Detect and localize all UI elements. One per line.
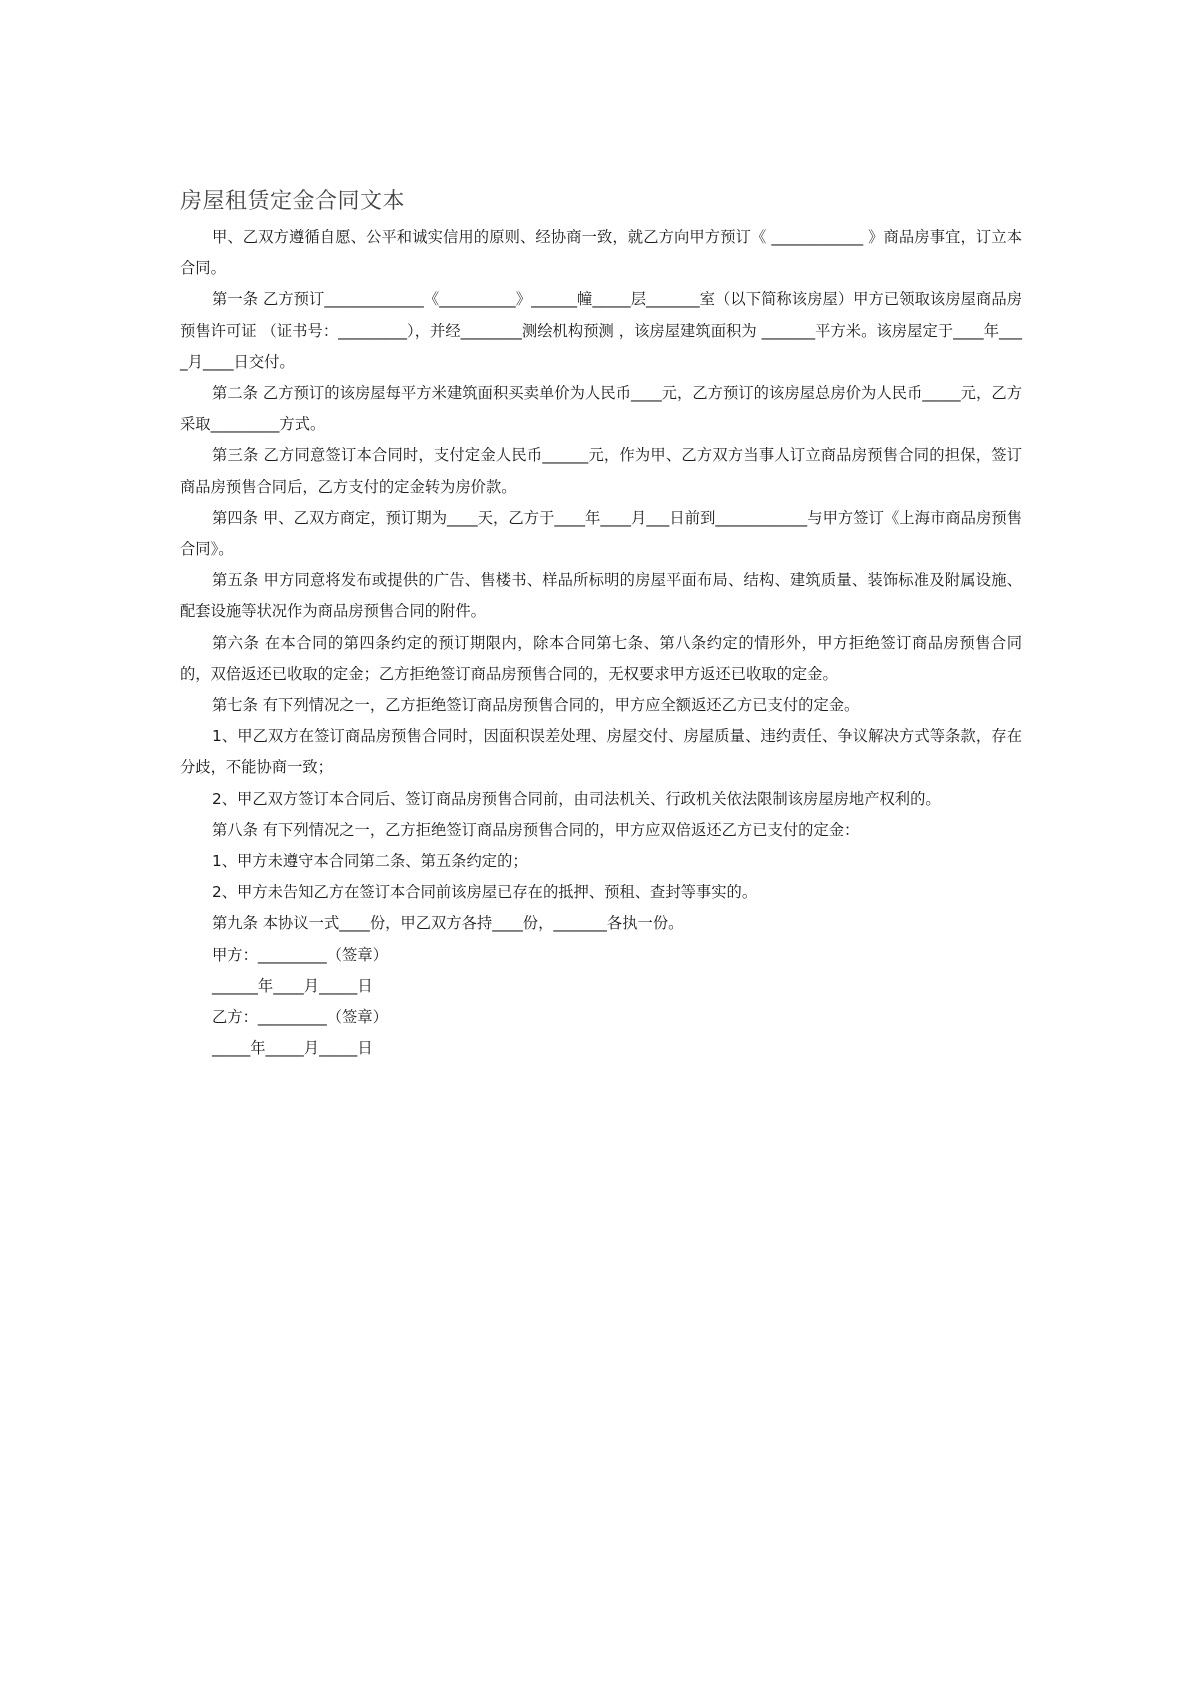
party-a-signature: 甲方：_________（签章）: [212, 945, 388, 964]
article-5: 第五条 甲方同意将发布或提供的广告、售楼书、样品所标明的房屋平面布局、结构、建筑质量、装饰标准及附属设施、配套设施等状况作为商品房预售合同的附件。: [180, 571, 1022, 621]
signature-block: [180, 940, 1022, 1065]
article-8-item-1: 1、甲方未遵守本合同第二条、第五条约定的；: [212, 852, 528, 871]
article-1: 第一条 乙方预订_____________《__________》______幢_____层_______室（以下简称该房屋）甲方已领取该房屋商品房预售许可证 （证书号：_________），并经________测绘机构预测 ，该房屋建筑面积为 _______平方米。该房屋定于____年____月____日交付。: [180, 290, 1022, 371]
article-7-item-2: 2、甲乙双方签订本合同后、签订商品房预售合同前，由司法机关、行政机关依法限制该房屋房地产权利的。: [212, 789, 941, 808]
article-9: 第九条 本协议一式____份，甲乙双方各持____份，_______各执一份。: [212, 914, 684, 933]
article-3: 第三条 乙方同意签订本合同时，支付定金人民币______元，作为甲、乙方双方当事人订立商品房预售合同的担保，签订商品房预售合同后，乙方支付的定金转为房价款。: [180, 446, 1022, 496]
article-8-item-2: 2、甲方未告知乙方在签订本合同前该房屋已存在的抵押、预租、查封等事实的。: [212, 883, 758, 902]
article-4: 第四条 甲、乙双方商定，预订期为____天，乙方于____年____月___日前到____________与甲方签订《上海市商品房预售合同》。: [180, 508, 1022, 559]
article-8: 第八条 有下列情况之一，乙方拒绝签订商品房预售合同的，甲方应双倍返还乙方已支付的定金：: [212, 820, 860, 839]
document-title: 房屋租赁定金合同文本: [180, 189, 406, 214]
party-b-date: _____年_____月_____日: [212, 1039, 373, 1058]
preamble-paragraph: 甲、乙双方遵循自愿、公平和诚实信用的原则、经协商一致，就乙方向甲方预订《 ____________ 》商品房事宜，订立本合同。: [180, 228, 1022, 278]
party-b-signature: 乙方：_________（签章）: [212, 1008, 388, 1027]
article-7-item-1: 1、甲乙双方在签订商品房预售合同时，因面积误差处理、房屋交付、房屋质量、违约责任、争议解决方式等条款，存在分歧，不能协商一致；: [180, 727, 1022, 777]
article-6: 第六条 在本合同的第四条约定的预订期限内，除本合同第七条、第八条约定的情形外，甲方拒绝签订商品房预售合同的，双倍返还已收取的定金；乙方拒绝签订商品房预售合同的，无权要求甲方返还已收取的定金。: [180, 633, 1022, 683]
document-page: [180, 186, 1022, 1064]
party-a-date: ______年____月_____日: [212, 976, 373, 995]
article-7: 第七条 有下列情况之一，乙方拒绝签订商品房预售合同的，甲方应全额返还乙方已支付的定金。: [212, 696, 860, 715]
article-2: 第二条 乙方预订的该房屋每平方米建筑面积买卖单价为人民币____元，乙方预订的该房屋总房价为人民币_____元，乙方采取_________方式。: [180, 384, 1022, 434]
